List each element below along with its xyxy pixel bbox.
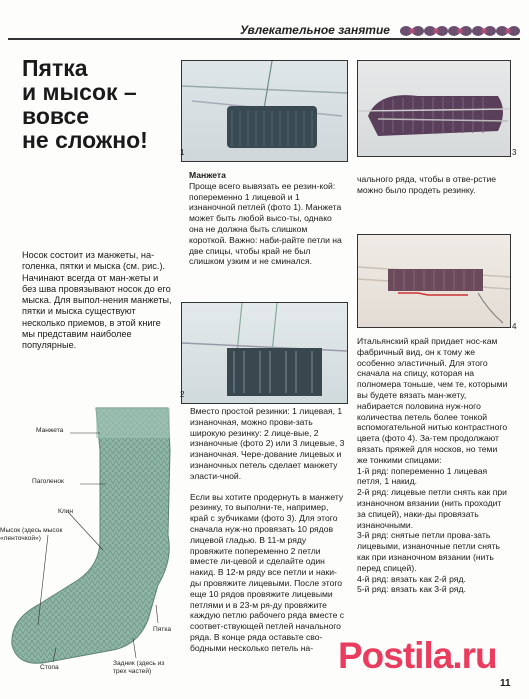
label-leg: Паголенок [32,478,64,485]
sock-illustration [8,400,183,690]
photo-number: 2 [180,390,185,399]
ribbing-paragraph: Вместо простой резинки: 1 лицевая, 1 изнаночная, можно прови-зать широкую резинку: 2 лице-вые, 2 изнаночные (фото 2) или 3 лицевые, 3 изнаночная. Чере-дование лицевых и изнаночных петель сделает манжету эласти-чной. [190,406,345,481]
picot-paragraph: Если вы хотите продернуть в манжету резинку, то выполни-те, например, край с зубчиками (фото 3). Для этого сначала нуж-но провязать 10 рядов лицевой гладью. В 11-м ряду провяжите попеременно 2 петли вместе ли-цевой и сделайте один накид. В 12-м ряду все петли и наки-ды провяжите лицевыми. После этого еще 10 рядов провяжите лицевыми петлями и в 23-м ря-ду провяжите каждую петлю рабочего ряда вместе с соответ-ствующей петлей начального ряда. В конце ряда оставьте сво-бодными несколько петель на- [190,491,345,653]
section-title: Увлекательное занятие [240,23,390,37]
photo-1 [181,60,348,162]
photo-4 [357,234,511,328]
photo-number: 4 [512,322,517,331]
label-toe: Мысок (здесь мысок «ленточкой») [0,527,63,542]
row-4: 4-й ряд: вязать как 2-й ряд. [357,573,466,584]
watermark-logo: Postila.ru [338,635,497,676]
page-number: 11 [500,678,511,689]
cuff-text: Проще всего вывязать ее резин-кой: попеременно 1 лицевой и 1 изнаночной петлей (фото 1). Манжета может быть любой высо-ты, однако она не должна быть слишком короткой. Важно: наби-райте петли на две спицы, чтобы край не был слишком узким и не сминался. [189,180,342,267]
intro-paragraph: Носок состоит из манжеты, на-голенка, пятки и мыска (см. рис.). Начинают всегда от ман-жеты и без шва провязывают носок до его мыска. Для выпол-нения манжеты, пятки и мыска существуют несколько приемов, в этой книге мы представим наиболее популярные. [22,250,172,351]
photo-3 [357,60,511,157]
row-5: 5-й ряд: вязать как 3-й ряд. [357,584,466,595]
row-1: 1-й ряд: попеременно 1 лицевая петля, 1 накид. [357,465,488,487]
row-3: 3-й ряд: снятые петли прова-зать лицевыми, изнаночные петли снять как при изнаночном вязании (нить перед спицей). [357,530,501,573]
italian-edge-section [357,336,509,595]
label-gusset: Клин [58,508,74,515]
photo-number: 1 [180,148,185,157]
header-rule [8,38,520,40]
italian-paragraph: Итальянский край придает нос-кам фабричный вид, он к тому же особенно эластичный. Для этого сначала на спицу, которая на полномера тоньше, чем те, которыми вы будете вязать ман-жету, набирается половина нуж-ного количества петель более тонкой вспомогательной нитью контрастного цвета (фото 4). За-тем продолжают вязать пряжей для носков, но теми же тонкими спицами: [357,336,508,465]
photo-2 [181,302,348,404]
page-title [22,56,148,152]
cuff-section [189,170,345,267]
continuation-text: чального ряда, чтобы в отве-рстие можно было продеть резинку. [357,174,497,195]
label-cuff: Манжета [36,427,64,434]
title-line: не сложно! [22,127,148,153]
photo-number: 3 [512,148,517,157]
label-heel-flap: Задник (здесь из трех частей) [113,660,165,675]
title-line: и мысок – [22,79,137,105]
title-line: вовсе [22,103,90,129]
title-line: Пятка [22,55,88,81]
label-sole: Стопа [40,664,59,671]
cuff-heading: Манжета [189,170,226,180]
label-heel: Пятка [153,626,172,633]
ribbing-section [190,406,348,654]
row-2: 2-й ряд: лицевые петли снять как при изнаночном вязании (нить проходит за спицей), наки-ды провязать изнаночными. [357,487,507,530]
